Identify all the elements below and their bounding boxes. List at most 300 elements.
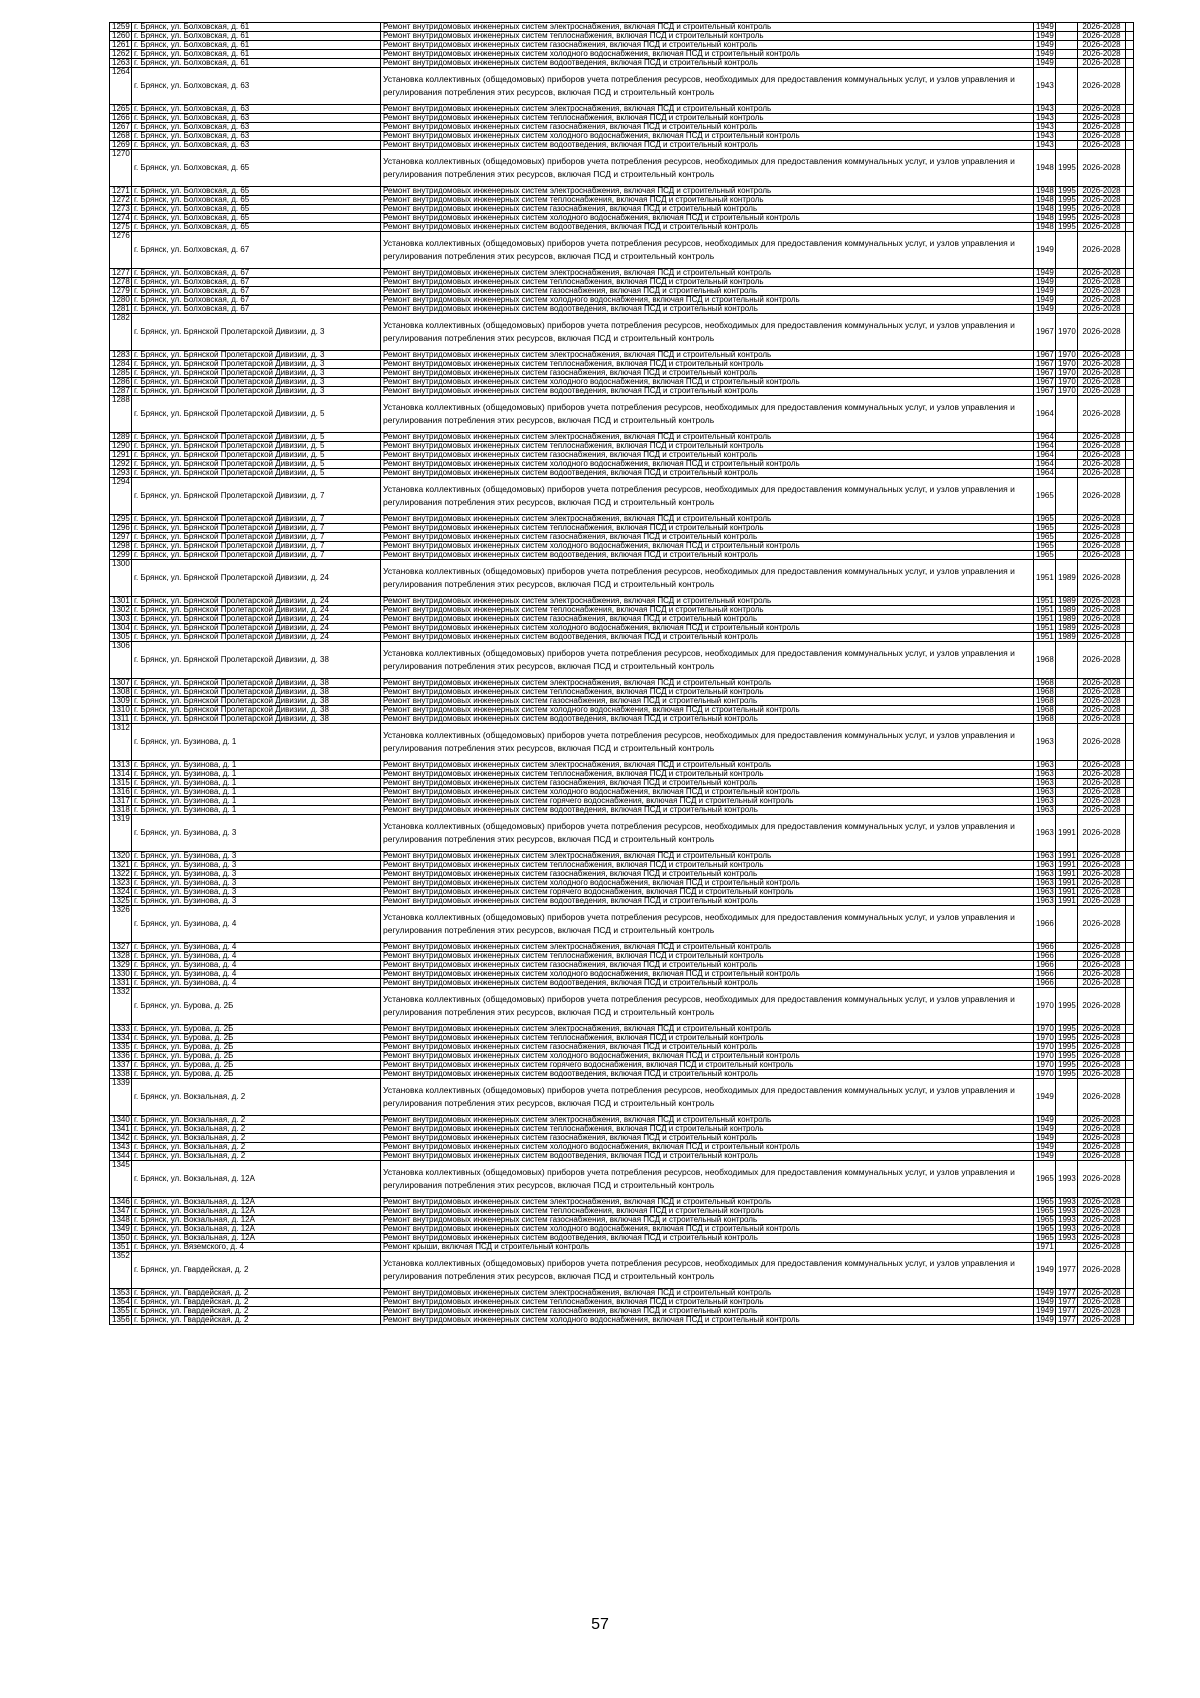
work-type-cell: Ремонт внутридомовых инженерных систем газоснабжения, включая ПСД и строительный контроль <box>381 1307 1034 1316</box>
address-cell: г. Брянск, ул. Вокзальная, д. 12А <box>132 1198 381 1207</box>
blank-cell <box>1126 369 1134 378</box>
planned-period-cell: 2026-2028 <box>1078 32 1126 41</box>
blank-cell <box>1126 906 1134 943</box>
planned-period-cell: 2026-2028 <box>1078 1243 1126 1252</box>
table-row <box>110 1234 1134 1243</box>
work-type-cell: Ремонт внутридомовых инженерных систем водоотведения, включая ПСД и строительный контроль <box>381 469 1034 478</box>
address-cell: г. Брянск, ул. Вокзальная, д. 12А <box>132 1216 381 1225</box>
work-type-cell: Ремонт внутридомовых инженерных систем электроснабжения, включая ПСД и строительный контроль <box>381 433 1034 442</box>
blank-cell <box>1126 451 1134 460</box>
year-built-cell: 1951 <box>1034 597 1056 606</box>
blank-cell <box>1126 68 1134 105</box>
planned-period-cell: 2026-2028 <box>1078 779 1126 788</box>
table-row <box>110 906 1134 943</box>
address-cell: г. Брянск, ул. Гвардейская, д. 2 <box>132 1289 381 1298</box>
table-row <box>110 1243 1134 1252</box>
blank-cell <box>1126 770 1134 779</box>
blank-cell <box>1126 351 1134 360</box>
table-row <box>110 897 1134 906</box>
table-row <box>110 32 1134 41</box>
planned-period-cell: 2026-2028 <box>1078 897 1126 906</box>
row-number: 1351 <box>110 1243 132 1252</box>
address-cell: г. Брянск, ул. Бузинова, д. 1 <box>132 761 381 770</box>
year-overhaul-cell: 1991 <box>1056 861 1078 870</box>
table-row <box>110 387 1134 396</box>
row-number: 1311 <box>110 715 132 724</box>
work-type-cell: Ремонт внутридомовых инженерных систем электроснабжения, включая ПСД и строительный контроль <box>381 515 1034 524</box>
year-overhaul-cell <box>1056 114 1078 123</box>
planned-period-cell: 2026-2028 <box>1078 724 1126 761</box>
table-row <box>110 633 1134 642</box>
address-cell: г. Брянск, ул. Брянской Пролетарской Дивизии, д. 24 <box>132 606 381 615</box>
work-type-cell: Установка коллективных (общедомовых) приборов учета потребления ресурсов, необходимых для предоставления коммунальных услуг, и узлов управления и регулирования потребления этих ресурсов, включая ПСД и строительный контроль <box>381 560 1034 597</box>
planned-period-cell: 2026-2028 <box>1078 132 1126 141</box>
work-type-cell: Ремонт внутридомовых инженерных систем электроснабжения, включая ПСД и строительный контроль <box>381 852 1034 861</box>
row-number: 1342 <box>110 1134 132 1143</box>
work-type-cell: Ремонт внутридомовых инженерных систем холодного водоснабжения, включая ПСД и строительный контроль <box>381 970 1034 979</box>
year-built-cell: 1963 <box>1034 870 1056 879</box>
work-type-cell: Ремонт внутридомовых инженерных систем электроснабжения, включая ПСД и строительный контроль <box>381 1198 1034 1207</box>
year-overhaul-cell: 1995 <box>1056 1025 1078 1034</box>
work-type-cell: Ремонт внутридомовых инженерных систем водоотведения, включая ПСД и строительный контроль <box>381 806 1034 815</box>
blank-cell <box>1126 296 1134 305</box>
table-row <box>110 205 1134 214</box>
row-number: 1322 <box>110 870 132 879</box>
row-number: 1338 <box>110 1070 132 1079</box>
work-type-cell: Ремонт внутридомовых инженерных систем горячего водоснабжения, включая ПСД и строительный контроль <box>381 1061 1034 1070</box>
row-number: 1343 <box>110 1143 132 1152</box>
table-row <box>110 232 1134 269</box>
year-overhaul-cell <box>1056 533 1078 542</box>
year-built-cell: 1964 <box>1034 442 1056 451</box>
row-number: 1268 <box>110 132 132 141</box>
row-number: 1356 <box>110 1316 132 1325</box>
year-built-cell: 1949 <box>1034 1252 1056 1289</box>
row-number: 1328 <box>110 952 132 961</box>
row-number: 1293 <box>110 469 132 478</box>
planned-period-cell: 2026-2028 <box>1078 114 1126 123</box>
row-number: 1275 <box>110 223 132 232</box>
row-number: 1331 <box>110 979 132 988</box>
table-row <box>110 360 1134 369</box>
planned-period-cell: 2026-2028 <box>1078 296 1126 305</box>
blank-cell <box>1126 478 1134 515</box>
blank-cell <box>1126 806 1134 815</box>
planned-period-cell: 2026-2028 <box>1078 1316 1126 1325</box>
work-type-cell: Ремонт внутридомовых инженерных систем теплоснабжения, включая ПСД и строительный контроль <box>381 770 1034 779</box>
blank-cell <box>1126 305 1134 314</box>
row-number: 1295 <box>110 515 132 524</box>
planned-period-cell: 2026-2028 <box>1078 879 1126 888</box>
year-overhaul-cell <box>1056 970 1078 979</box>
planned-period-cell: 2026-2028 <box>1078 1298 1126 1307</box>
year-overhaul-cell <box>1056 1134 1078 1143</box>
work-type-cell: Установка коллективных (общедомовых) приборов учета потребления ресурсов, необходимых для предоставления коммунальных услуг, и узлов управления и регулирования потребления этих ресурсов, включая ПСД и строительный контроль <box>381 815 1034 852</box>
year-built-cell: 1949 <box>1034 269 1056 278</box>
blank-cell <box>1126 1298 1134 1307</box>
row-number: 1321 <box>110 861 132 870</box>
table-row <box>110 724 1134 761</box>
year-built-cell: 1949 <box>1034 287 1056 296</box>
year-overhaul-cell: 1977 <box>1056 1316 1078 1325</box>
address-cell: г. Брянск, ул. Брянской Пролетарской Дивизии, д. 24 <box>132 633 381 642</box>
address-cell: г. Брянск, ул. Брянской Пролетарской Дивизии, д. 38 <box>132 715 381 724</box>
table-row <box>110 1070 1134 1079</box>
address-cell: г. Брянск, ул. Бурова, д. 2Б <box>132 988 381 1025</box>
work-type-cell: Ремонт внутридомовых инженерных систем горячего водоснабжения, включая ПСД и строительный контроль <box>381 888 1034 897</box>
blank-cell <box>1126 214 1134 223</box>
blank-cell <box>1126 1234 1134 1243</box>
planned-period-cell: 2026-2028 <box>1078 387 1126 396</box>
table-row <box>110 815 1134 852</box>
row-number: 1337 <box>110 1061 132 1070</box>
table-row <box>110 642 1134 679</box>
year-built-cell: 1965 <box>1034 1216 1056 1225</box>
year-overhaul-cell: 1970 <box>1056 387 1078 396</box>
planned-period-cell: 2026-2028 <box>1078 287 1126 296</box>
table-row <box>110 524 1134 533</box>
planned-period-cell: 2026-2028 <box>1078 1198 1126 1207</box>
work-type-cell: Ремонт внутридомовых инженерных систем холодного водоснабжения, включая ПСД и строительный контроль <box>381 1052 1034 1061</box>
blank-cell <box>1126 1225 1134 1234</box>
table-row <box>110 223 1134 232</box>
blank-cell <box>1126 979 1134 988</box>
planned-period-cell: 2026-2028 <box>1078 478 1126 515</box>
table-row <box>110 296 1134 305</box>
table-row <box>110 542 1134 551</box>
address-cell: г. Брянск, ул. Болховская, д. 67 <box>132 305 381 314</box>
year-overhaul-cell: 1977 <box>1056 1298 1078 1307</box>
work-type-cell: Установка коллективных (общедомовых) приборов учета потребления ресурсов, необходимых для предоставления коммунальных услуг, и узлов управления и регулирования потребления этих ресурсов, включая ПСД и строительный контроль <box>381 988 1034 1025</box>
table-row <box>110 369 1134 378</box>
address-cell: г. Брянск, ул. Бузинова, д. 4 <box>132 906 381 943</box>
row-number: 1308 <box>110 688 132 697</box>
address-cell: г. Брянск, ул. Болховская, д. 65 <box>132 205 381 214</box>
year-overhaul-cell: 1977 <box>1056 1307 1078 1316</box>
year-built-cell: 1970 <box>1034 1052 1056 1061</box>
work-type-cell: Ремонт внутридомовых инженерных систем электроснабжения, включая ПСД и строительный контроль <box>381 597 1034 606</box>
address-cell: г. Брянск, ул. Бузинова, д. 3 <box>132 815 381 852</box>
table-row <box>110 624 1134 633</box>
table-row <box>110 806 1134 815</box>
year-overhaul-cell <box>1056 679 1078 688</box>
year-built-cell: 1968 <box>1034 715 1056 724</box>
address-cell: г. Брянск, ул. Бузинова, д. 1 <box>132 788 381 797</box>
blank-cell <box>1126 150 1134 187</box>
row-number: 1292 <box>110 460 132 469</box>
table-row <box>110 41 1134 50</box>
planned-period-cell: 2026-2028 <box>1078 1289 1126 1298</box>
blank-cell <box>1126 460 1134 469</box>
year-built-cell: 1949 <box>1034 32 1056 41</box>
work-type-cell: Установка коллективных (общедомовых) приборов учета потребления ресурсов, необходимых для предоставления коммунальных услуг, и узлов управления и регулирования потребления этих ресурсов, включая ПСД и строительный контроль <box>381 396 1034 433</box>
address-cell: г. Брянск, ул. Бузинова, д. 1 <box>132 770 381 779</box>
table-row <box>110 1116 1134 1125</box>
table-row <box>110 141 1134 150</box>
work-type-cell: Ремонт внутридомовых инженерных систем холодного водоснабжения, включая ПСД и строительный контроль <box>381 1316 1034 1325</box>
planned-period-cell: 2026-2028 <box>1078 59 1126 68</box>
year-overhaul-cell: 1995 <box>1056 988 1078 1025</box>
planned-period-cell: 2026-2028 <box>1078 1052 1126 1061</box>
work-type-cell: Ремонт внутридомовых инженерных систем холодного водоснабжения, включая ПСД и строительный контроль <box>381 1225 1034 1234</box>
work-type-cell: Ремонт внутридомовых инженерных систем теплоснабжения, включая ПСД и строительный контроль <box>381 1034 1034 1043</box>
blank-cell <box>1126 515 1134 524</box>
row-number: 1291 <box>110 451 132 460</box>
planned-period-cell: 2026-2028 <box>1078 706 1126 715</box>
row-number: 1326 <box>110 906 132 943</box>
year-overhaul-cell <box>1056 269 1078 278</box>
work-type-cell: Ремонт внутридомовых инженерных систем газоснабжения, включая ПСД и строительный контроль <box>381 615 1034 624</box>
table-row <box>110 114 1134 123</box>
address-cell: г. Брянск, ул. Брянской Пролетарской Дивизии, д. 7 <box>132 515 381 524</box>
blank-cell <box>1126 269 1134 278</box>
planned-period-cell: 2026-2028 <box>1078 451 1126 460</box>
planned-period-cell: 2026-2028 <box>1078 515 1126 524</box>
year-overhaul-cell: 1970 <box>1056 378 1078 387</box>
address-cell: г. Брянск, ул. Болховская, д. 67 <box>132 296 381 305</box>
planned-period-cell: 2026-2028 <box>1078 442 1126 451</box>
blank-cell <box>1126 1252 1134 1289</box>
planned-period-cell: 2026-2028 <box>1078 615 1126 624</box>
planned-period-cell: 2026-2028 <box>1078 1216 1126 1225</box>
year-built-cell: 1965 <box>1034 1207 1056 1216</box>
table-row <box>110 187 1134 196</box>
work-type-cell: Ремонт внутридомовых инженерных систем газоснабжения, включая ПСД и строительный контроль <box>381 870 1034 879</box>
table-row <box>110 442 1134 451</box>
table-row <box>110 1216 1134 1225</box>
planned-period-cell: 2026-2028 <box>1078 50 1126 59</box>
year-overhaul-cell <box>1056 23 1078 32</box>
year-built-cell: 1949 <box>1034 1316 1056 1325</box>
year-overhaul-cell <box>1056 797 1078 806</box>
blank-cell <box>1126 797 1134 806</box>
table-row <box>110 1134 1134 1143</box>
year-overhaul-cell: 1970 <box>1056 314 1078 351</box>
table-row <box>110 150 1134 187</box>
planned-period-cell: 2026-2028 <box>1078 123 1126 132</box>
table-row <box>110 1152 1134 1161</box>
blank-cell <box>1126 852 1134 861</box>
year-built-cell: 1949 <box>1034 1307 1056 1316</box>
table-row <box>110 779 1134 788</box>
address-cell: г. Брянск, ул. Бузинова, д. 1 <box>132 806 381 815</box>
year-built-cell: 1968 <box>1034 679 1056 688</box>
address-cell: г. Брянск, ул. Брянской Пролетарской Дивизии, д. 7 <box>132 533 381 542</box>
address-cell: г. Брянск, ул. Брянской Пролетарской Дивизии, д. 3 <box>132 378 381 387</box>
blank-cell <box>1126 761 1134 770</box>
blank-cell <box>1126 105 1134 114</box>
year-overhaul-cell: 1989 <box>1056 624 1078 633</box>
year-overhaul-cell <box>1056 41 1078 50</box>
work-type-cell: Ремонт внутридомовых инженерных систем водоотведения, включая ПСД и строительный контроль <box>381 1152 1034 1161</box>
blank-cell <box>1126 1289 1134 1298</box>
year-overhaul-cell: 1995 <box>1056 205 1078 214</box>
table-row <box>110 1052 1134 1061</box>
planned-period-cell: 2026-2028 <box>1078 187 1126 196</box>
year-overhaul-cell <box>1056 979 1078 988</box>
table-row <box>110 1207 1134 1216</box>
work-type-cell: Ремонт внутридомовых инженерных систем водоотведения, включая ПСД и строительный контроль <box>381 715 1034 724</box>
year-built-cell: 1949 <box>1034 232 1056 269</box>
row-number: 1277 <box>110 269 132 278</box>
year-built-cell: 1968 <box>1034 688 1056 697</box>
address-cell: г. Брянск, ул. Гвардейская, д. 2 <box>132 1307 381 1316</box>
planned-period-cell: 2026-2028 <box>1078 861 1126 870</box>
blank-cell <box>1126 943 1134 952</box>
address-cell: г. Брянск, ул. Вокзальная, д. 12А <box>132 1207 381 1216</box>
year-overhaul-cell: 1970 <box>1056 360 1078 369</box>
year-built-cell: 1967 <box>1034 351 1056 360</box>
year-built-cell: 1964 <box>1034 460 1056 469</box>
row-number: 1266 <box>110 114 132 123</box>
row-number: 1315 <box>110 779 132 788</box>
table-row <box>110 1225 1134 1234</box>
planned-period-cell: 2026-2028 <box>1078 205 1126 214</box>
year-overhaul-cell <box>1056 697 1078 706</box>
row-number: 1285 <box>110 369 132 378</box>
address-cell: г. Брянск, ул. Болховская, д. 67 <box>132 269 381 278</box>
row-number: 1341 <box>110 1125 132 1134</box>
year-overhaul-cell <box>1056 770 1078 779</box>
row-number: 1310 <box>110 706 132 715</box>
work-type-cell: Ремонт внутридомовых инженерных систем теплоснабжения, включая ПСД и строительный контроль <box>381 606 1034 615</box>
year-overhaul-cell <box>1056 287 1078 296</box>
work-type-cell: Ремонт внутридомовых инженерных систем холодного водоснабжения, включая ПСД и строительный контроль <box>381 542 1034 551</box>
address-cell: г. Брянск, ул. Брянской Пролетарской Дивизии, д. 3 <box>132 314 381 351</box>
year-overhaul-cell: 1989 <box>1056 597 1078 606</box>
row-number: 1352 <box>110 1252 132 1289</box>
address-cell: г. Брянск, ул. Бурова, д. 2Б <box>132 1070 381 1079</box>
year-built-cell: 1943 <box>1034 105 1056 114</box>
row-number: 1300 <box>110 560 132 597</box>
row-number: 1302 <box>110 606 132 615</box>
work-type-cell: Ремонт внутридомовых инженерных систем холодного водоснабжения, включая ПСД и строительный контроль <box>381 624 1034 633</box>
planned-period-cell: 2026-2028 <box>1078 988 1126 1025</box>
blank-cell <box>1126 187 1134 196</box>
year-built-cell: 1951 <box>1034 560 1056 597</box>
blank-cell <box>1126 788 1134 797</box>
blank-cell <box>1126 724 1134 761</box>
year-overhaul-cell: 1995 <box>1056 150 1078 187</box>
blank-cell <box>1126 196 1134 205</box>
work-type-cell: Ремонт внутридомовых инженерных систем газоснабжения, включая ПСД и строительный контроль <box>381 533 1034 542</box>
year-overhaul-cell: 1977 <box>1056 1252 1078 1289</box>
address-cell: г. Брянск, ул. Болховская, д. 63 <box>132 105 381 114</box>
planned-period-cell: 2026-2028 <box>1078 888 1126 897</box>
table-row <box>110 469 1134 478</box>
year-built-cell: 1964 <box>1034 451 1056 460</box>
planned-period-cell: 2026-2028 <box>1078 770 1126 779</box>
blank-cell <box>1126 815 1134 852</box>
work-type-cell: Установка коллективных (общедомовых) приборов учета потребления ресурсов, необходимых для предоставления коммунальных услуг, и узлов управления и регулирования потребления этих ресурсов, включая ПСД и строительный контроль <box>381 724 1034 761</box>
address-cell: г. Брянск, ул. Бузинова, д. 3 <box>132 861 381 870</box>
year-built-cell: 1965 <box>1034 533 1056 542</box>
table-row <box>110 460 1134 469</box>
address-cell: г. Брянск, ул. Бузинова, д. 3 <box>132 852 381 861</box>
year-built-cell: 1949 <box>1034 59 1056 68</box>
year-built-cell: 1966 <box>1034 906 1056 943</box>
table-row <box>110 351 1134 360</box>
planned-period-cell: 2026-2028 <box>1078 1061 1126 1070</box>
address-cell: г. Брянск, ул. Бурова, д. 2Б <box>132 1061 381 1070</box>
year-overhaul-cell <box>1056 469 1078 478</box>
planned-period-cell: 2026-2028 <box>1078 1034 1126 1043</box>
table-row <box>110 1198 1134 1207</box>
year-built-cell: 1963 <box>1034 797 1056 806</box>
year-built-cell: 1966 <box>1034 952 1056 961</box>
work-type-cell: Установка коллективных (общедомовых) приборов учета потребления ресурсов, необходимых для предоставления коммунальных услуг, и узлов управления и регулирования потребления этих ресурсов, включая ПСД и строительный контроль <box>381 232 1034 269</box>
planned-period-cell: 2026-2028 <box>1078 1207 1126 1216</box>
year-built-cell: 1965 <box>1034 1225 1056 1234</box>
table-row <box>110 852 1134 861</box>
year-built-cell: 1967 <box>1034 387 1056 396</box>
table-row <box>110 952 1134 961</box>
planned-period-cell: 2026-2028 <box>1078 1307 1126 1316</box>
address-cell: г. Брянск, ул. Болховская, д. 61 <box>132 50 381 59</box>
address-cell: г. Брянск, ул. Брянской Пролетарской Дивизии, д. 24 <box>132 560 381 597</box>
row-number: 1303 <box>110 615 132 624</box>
address-cell: г. Брянск, ул. Бузинова, д. 4 <box>132 943 381 952</box>
year-built-cell: 1949 <box>1034 305 1056 314</box>
work-type-cell: Ремонт внутридомовых инженерных систем газоснабжения, включая ПСД и строительный контроль <box>381 205 1034 214</box>
year-overhaul-cell <box>1056 123 1078 132</box>
year-built-cell: 1949 <box>1034 1125 1056 1134</box>
table-row <box>110 1252 1134 1289</box>
row-number: 1318 <box>110 806 132 815</box>
blank-cell <box>1126 469 1134 478</box>
year-built-cell: 1965 <box>1034 478 1056 515</box>
address-cell: г. Брянск, ул. Брянской Пролетарской Дивизии, д. 5 <box>132 460 381 469</box>
planned-period-cell: 2026-2028 <box>1078 870 1126 879</box>
table-row <box>110 451 1134 460</box>
address-cell: г. Брянск, ул. Брянской Пролетарской Дивизии, д. 24 <box>132 597 381 606</box>
work-type-cell: Ремонт внутридомовых инженерных систем электроснабжения, включая ПСД и строительный контроль <box>381 679 1034 688</box>
row-number: 1346 <box>110 1198 132 1207</box>
work-type-cell: Ремонт внутридомовых инженерных систем водоотведения, включая ПСД и строительный контроль <box>381 633 1034 642</box>
work-type-cell: Ремонт внутридомовых инженерных систем теплоснабжения, включая ПСД и строительный контроль <box>381 861 1034 870</box>
blank-cell <box>1126 1116 1134 1125</box>
year-built-cell: 1967 <box>1034 360 1056 369</box>
row-number: 1306 <box>110 642 132 679</box>
table-row <box>110 278 1134 287</box>
address-cell: г. Брянск, ул. Бузинова, д. 1 <box>132 724 381 761</box>
year-overhaul-cell <box>1056 1079 1078 1116</box>
planned-period-cell: 2026-2028 <box>1078 1143 1126 1152</box>
year-built-cell: 1951 <box>1034 624 1056 633</box>
table-row <box>110 515 1134 524</box>
address-cell: г. Брянск, ул. Бузинова, д. 3 <box>132 897 381 906</box>
planned-period-cell: 2026-2028 <box>1078 1161 1126 1198</box>
year-built-cell: 1963 <box>1034 724 1056 761</box>
table-row <box>110 1061 1134 1070</box>
row-number: 1355 <box>110 1307 132 1316</box>
blank-cell <box>1126 633 1134 642</box>
planned-period-cell: 2026-2028 <box>1078 533 1126 542</box>
planned-period-cell: 2026-2028 <box>1078 469 1126 478</box>
address-cell: г. Брянск, ул. Брянской Пролетарской Дивизии, д. 24 <box>132 615 381 624</box>
year-built-cell: 1948 <box>1034 196 1056 205</box>
planned-period-cell: 2026-2028 <box>1078 806 1126 815</box>
table-row <box>110 196 1134 205</box>
row-number: 1287 <box>110 387 132 396</box>
address-cell: г. Брянск, ул. Брянской Пролетарской Дивизии, д. 3 <box>132 387 381 396</box>
year-overhaul-cell <box>1056 105 1078 114</box>
row-number: 1274 <box>110 214 132 223</box>
year-built-cell: 1949 <box>1034 296 1056 305</box>
address-cell: г. Брянск, ул. Болховская, д. 63 <box>132 141 381 150</box>
planned-period-cell: 2026-2028 <box>1078 1225 1126 1234</box>
table-row <box>110 688 1134 697</box>
